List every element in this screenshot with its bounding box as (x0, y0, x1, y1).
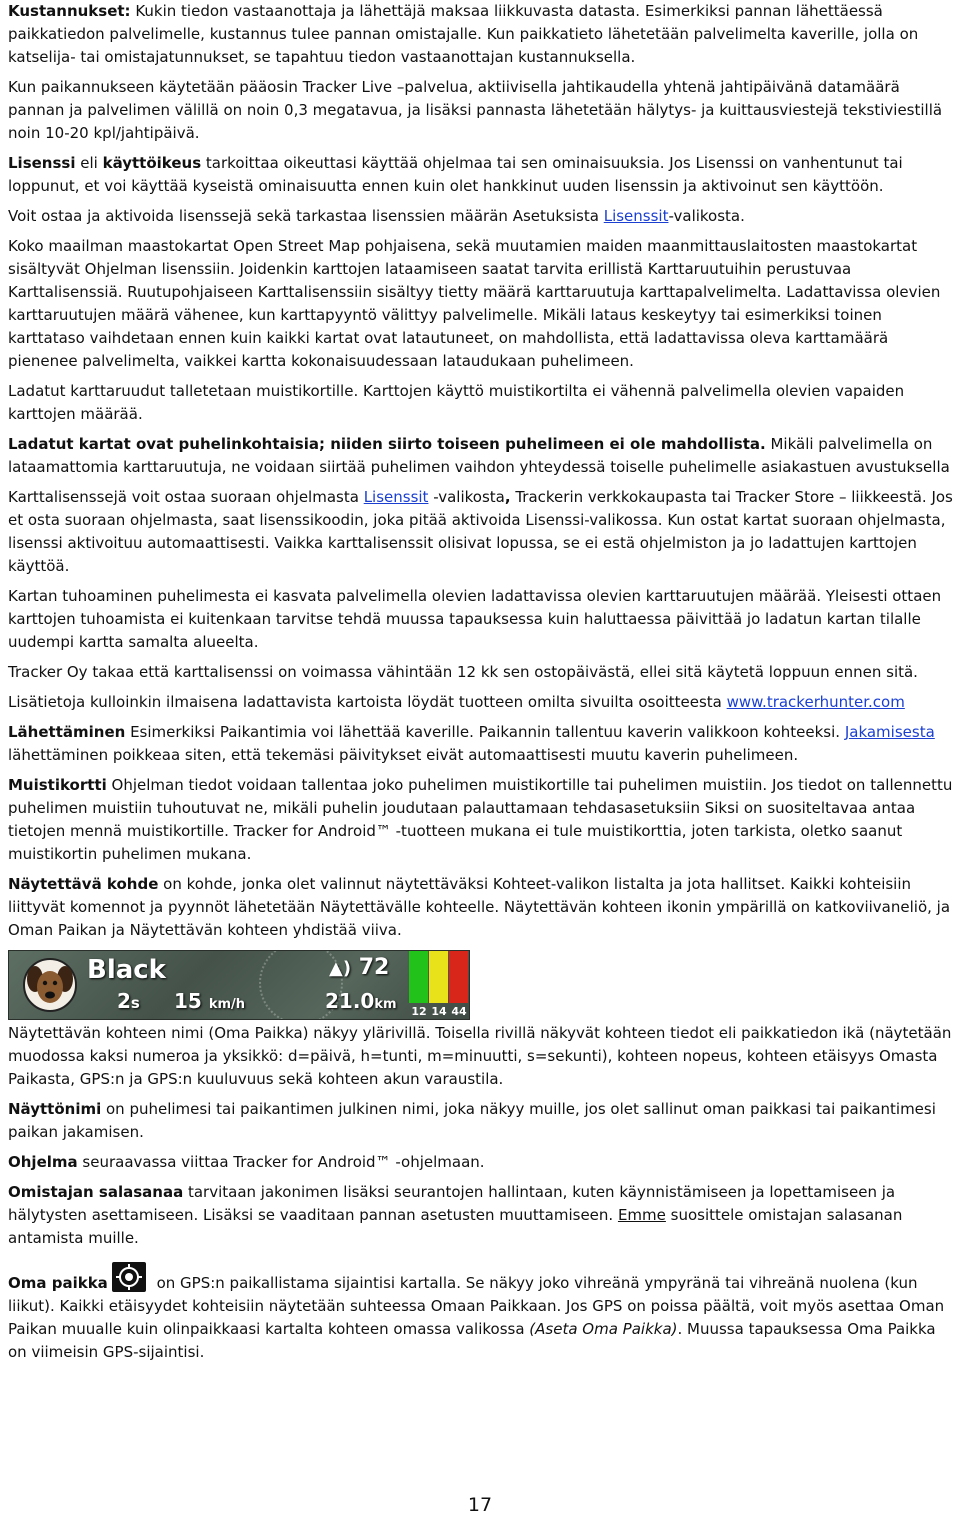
paragraph-karttalisenssit (8, 486, 953, 578)
speed-value: 15 (174, 989, 202, 1013)
signal-icon: ▲) (329, 958, 352, 979)
paragraph-text: Kukin tiedon vastaanottaja ja lähettäjä maksaa liikkuvasta datasta. Esimerkiksi pannan lähettäessä paikkatiedon palvelimelle, kustannus tulee pannan omistajalle. Kun paikkatieto lähetetään palvelimelta kaverille, jolla on katselija- tai omistajatunnukset, se tapahtuu tiedon vastaanottajan kustannuksella. (8, 2, 919, 66)
gps-bar-red (449, 951, 468, 1003)
paragraph-text: Kartan tuhoaminen puhelimesta ei kasvata palvelimella olevien ladattavissa olevien karttaruutujen määrää. Yleisesti ottaen karttojen tuhoamista ei kuitenkaan tarvitse tehdä muussa tapauksessa kuin haluttaessa päivittää jo ladatun kartan tilalle uudempi kartta samalta alueelta. (8, 587, 942, 651)
paragraph-text: (Aseta Oma Paikka) (529, 1320, 678, 1338)
paragraph-omistajan-salasana (8, 1181, 953, 1250)
target-speed (174, 989, 245, 1017)
paragraph-text: Karttalisenssejä voit ostaa suoraan ohjelmasta (8, 488, 364, 506)
paragraph-text: -valikosta (428, 488, 505, 506)
paragraph-text: Ohjelman tiedot voidaan tallentaa joko puhelimen muistikortille tai puhelimen muistiin. Jos tiedot on tallennettu puhelimen muistiin tuhoutuvat ne, mikäli puhelin joudutaan palauttamaan tehdasasetuksiin Siksi on suositeltavaa antaa tietojen mennä muistikortille. Tracker for Android™ -tuotteen mukana ei tule muistikorttia, joten tarkista, oletko saanut muistikortin puhelimen mukana. (8, 776, 953, 863)
paragraph-lisenssit-valikko (8, 205, 953, 228)
paragraph-text: Kun paikannukseen käytetään pääosin Tracker Live –palvelua, aktiivisella jahtikaudella yhtenä jahtipäivänä datamäärä pannan ja palvelimen välillä on noin 0,3 megatavua, ja lisäksi pannasta lähetetään hälytys- ja kuittausviestejä tekstiviestillä noin 10-20 kpl/jahtipäivä. (8, 78, 943, 142)
paragraph-widget-selite (8, 1022, 953, 1091)
paragraph-text: tarvitaan jakonimen lisäksi seurantojen hallintaan, kuten käynnistämiseen ja lopettamiseen ja hälytysten asettamiseen. Lisäksi se vaaditaan pannan asetusten muuttamiseen. (8, 1183, 896, 1224)
paragraph-text: Tracker Oy takaa että karttalisenssi on voimassa vähintään 12 kk sen ostopäivästä, ellei sitä käytetä loppuun ennen sitä. (8, 663, 918, 681)
battery-status (329, 955, 389, 982)
paragraph-text: . Muussa tapauksessa Oma Paikka on viimeisin GPS-sijaintisi. (8, 1320, 936, 1361)
paragraph-text: Voit ostaa ja aktivoida lisenssejä sekä tarkastaa lisenssien määrän Asetuksista (8, 207, 604, 225)
term-omistajan-salasana: Omistajan salasanaa (8, 1183, 184, 1201)
paragraph-text: on kohde, jonka olet valinnut näytettäväksi Kohteet-valikon listalta ja jota hallitset. Kaikki kohteisiin liittyvät komennot ja pyynnöt lähetetään Näytettävälle kohteelle. Näytettävän kohteen ikonin ympärillä on katkoviivaneliö, ja Oman Paikan ja Näytettävän kohteen yhdistää viiva. (8, 875, 951, 939)
gps-label-3: 44 (451, 1005, 467, 1018)
paragraph-muistikortti (8, 774, 953, 866)
paragraph-kustannukset (8, 0, 953, 69)
term-lisenssi: Lisenssi (8, 154, 76, 172)
gps-bar-green (409, 951, 428, 1003)
term-naytettava-kohde: Näytettävä kohde (8, 875, 159, 893)
document-body (8, 0, 953, 1371)
paragraph-text: Esimerkiksi Paikantimia voi lähettää kaverille. Paikannin tallentuu kaverin valikkoon kohteeksi. (125, 723, 845, 741)
distance-unit: km (374, 997, 397, 1012)
lisenssit-link-2[interactable]: Lisenssit (363, 488, 429, 506)
paragraph-text: on puhelimesi tai paikantimen julkinen nimi, joka näkyy muille, jos olet sallinut oman paikkasi tai paikantimesi paikan jakamisen. (8, 1100, 936, 1141)
paragraph-text: Mikäli palvelimella on lataamattomia karttaruutuja, ne voidaan siirtää puhelimen vaihdon yhteydessä toiselle puhelimelle asiakastuen avustuksella (8, 435, 950, 476)
target-name: Black (87, 955, 166, 985)
paragraph-ohjelma (8, 1151, 953, 1174)
paragraph-text: Emme (617, 1206, 666, 1224)
age-unit: s (130, 994, 140, 1012)
paragraph-text: , (504, 488, 511, 506)
age-value: 2 (117, 989, 131, 1013)
paragraph-text: eli (75, 154, 103, 172)
paragraph-text: Trackerin verkkokaupasta tai Tracker Store – liikkeestä. Jos et osta suoraan ohjelmasta, saat lisenssikoodin, joka pitää aktivoida Lisenssi-valikossa. Kun ostat kartat suoraan ohjelmasta, lisenssi aktivoituu automaattisesti. Vaikka karttalisenssit olisivat lopussa, se ei estä ohjelmiston ja jo ladattujen karttojen käyttöä. (8, 488, 953, 575)
term-puhelinkohtaiset: Ladatut kartat ovat puhelinkohtaisia; niiden siirto toiseen puhelimeen ei ole mahdollista. (8, 435, 766, 453)
paragraph-text: suosittele omistajan salasanan antamista muille. (8, 1206, 903, 1247)
battery-value: 72 (358, 955, 390, 980)
gps-target-icon (112, 1262, 146, 1292)
speed-unit: km/h (208, 997, 246, 1012)
position-age (117, 989, 140, 1015)
paragraph-tracker-live (8, 76, 953, 145)
paragraph-voimassaolo (8, 661, 953, 684)
paragraph-oma-paikka (8, 1262, 953, 1364)
paragraph-text: Ladatut karttaruudut talletetaan muistikortille. Karttojen käyttö muistikortilta ei vähennä palvelimella olevien vapaiden karttojen määrää. (8, 382, 905, 423)
paragraph-maastokartat (8, 235, 953, 373)
page-number: 17 (467, 1494, 493, 1516)
dog-face-icon (21, 957, 79, 1013)
paragraph-karttaruudut (8, 380, 953, 426)
term-nayttonimi: Näyttönimi (8, 1100, 102, 1118)
target-info-widget (8, 950, 470, 1020)
paragraph-text: seuraavassa viittaa Tracker for Android™ -ohjelmaan. (77, 1153, 485, 1171)
paragraph-text: -valikosta. (668, 207, 745, 225)
paragraph-text: tarkoittaa oikeuttasi käyttää ohjelmaa tai sen ominaisuuksia. Jos Lisenssi on vanhentunut tai loppunut, et voi käyttää kyseistä ominaisuutta ennen kuin olet hankkinut uuden lisenssin ja aktivoinut sen käyttöön. (8, 154, 903, 195)
paragraph-lisenssi (8, 152, 953, 198)
paragraph-lahettaminen (8, 721, 953, 767)
distance-value: 21.0 (325, 989, 375, 1013)
paragraph-text: Koko maailman maastokartat Open Street Map pohjaisena, sekä muutamien maiden maanmittauslaitosten maastokartat sisältyvät Ohjelman lisenssiin. Joidenkin karttojen lataamiseen saatat tarvita erillistä Karttaruutuihin perustuvaa Karttalisenssiä. Ruutupohjaiseen Karttalisenssiin sisältyy tietty määrä karttaruutuja karttapalvelimelta. Ladattavissa olevien karttaruutujen määrä vähenee, kun karttapyyntö välittyy palvelimelle. Mikäli lataus keskeytyy tai esimerkiksi toinen karttataso vaihdetaan ennen kuin kaikki kartat ovat latautuneet, on mahdollista, että ladattavissa oleva karttamäärä pienenee palvelimelta, vaikkei kartta kokonaisuudessaan lataudukaan puhelimeen. (8, 237, 941, 370)
jakamisesta-link[interactable]: Jakamisesta (844, 723, 935, 741)
paragraph-text: on GPS:n paikallistama sijaintisi kartalla. Se näkyy joko vihreänä ympyränä tai vihreänä nuolena (kun liikut). Kaikki etäisyydet kohteisiin näytetään suhteessa Omaan Paikkaan. Jos GPS on poissa päältä, voit myös asettaa Oman Paikan muualle kuin olinpaikkaasi kartalta kohteen omassa valikossa (8, 1274, 945, 1338)
paragraph-lisatietoja (8, 691, 953, 714)
paragraph-text: lähettäminen poikkeaa siten, että tekemäsi päivitykset eivät automaattisesti muutu kaverin puhelimeen. (8, 746, 799, 764)
term-lahettaminen: Lähettäminen (8, 723, 126, 741)
term-ohjelma: Ohjelma (8, 1153, 78, 1171)
paragraph-puhelinkohtaiset (8, 433, 953, 479)
paragraph-naytettava-kohde (8, 873, 953, 942)
term-kayttoikeus: käyttöikeus (102, 154, 202, 172)
term-muistikortti: Muistikortti (8, 776, 107, 794)
paragraph-kartan-tuhoaminen (8, 585, 953, 654)
gps-label-2: 14 (431, 1005, 447, 1018)
trackerhunter-link[interactable]: www.trackerhunter.com (726, 693, 905, 711)
paragraph-text: Näytettävän kohteen nimi (Oma Paikka) näkyy ylärivillä. Toisella rivillä näkyvät kohteen tiedot eli paikkatiedon ikä (näytetään muodossa kaksi numeroa ja yksikkö: d=päivä, h=tunti, m=minuutti, s=sekunti), kohteen nopeus, kohteen etäisyys Omasta Paikasta, GPS:n ja GPS:n kuuluvuus sekä kohteen akun varaustila. (8, 1024, 952, 1088)
paragraph-nayttonimi (8, 1098, 953, 1144)
term-oma-paikka: Oma paikka (8, 1274, 108, 1292)
paragraph-text: Lisätietoja kulloinkin ilmaisena ladattavista kartoista löydät tuotteen omilta sivuilta osoitteesta (8, 693, 727, 711)
target-distance (325, 989, 397, 1017)
gps-bar-yellow (429, 951, 448, 1003)
term-kustannukset: Kustannukset: (8, 2, 131, 20)
gps-label-1: 12 (411, 1005, 427, 1018)
gps-signal-bars (409, 951, 469, 1019)
lisenssit-link[interactable]: Lisenssit (603, 207, 669, 225)
